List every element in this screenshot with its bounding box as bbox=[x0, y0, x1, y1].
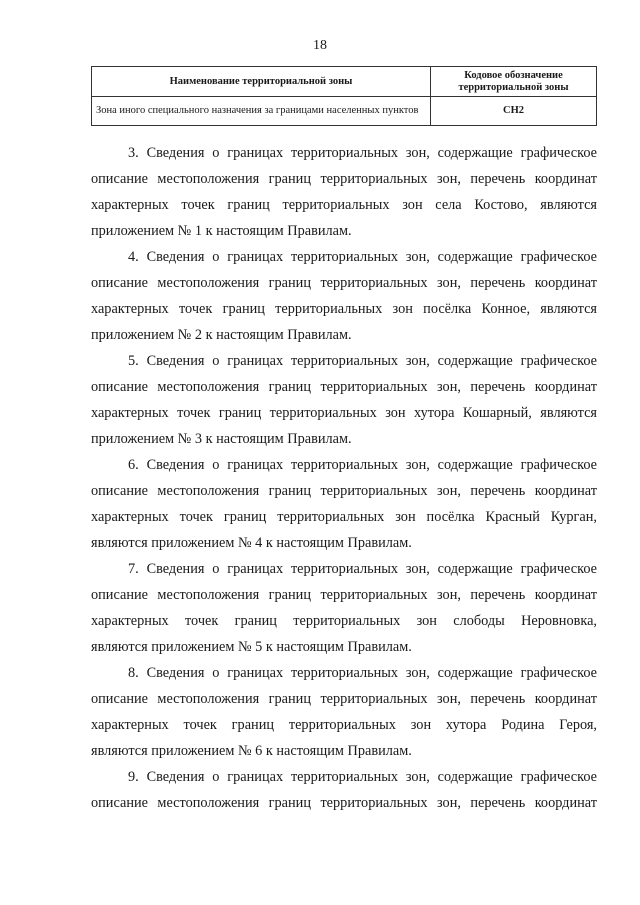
paragraph-line: являются приложением № 5 к настоящим Правилам. bbox=[91, 639, 412, 655]
paragraph-line: являются приложением № 4 к настоящим Правилам. bbox=[91, 535, 412, 551]
paragraph-line: 8. Сведения о границах территориальных зон, содержащие графическое bbox=[128, 665, 597, 681]
page-number: 18 bbox=[313, 38, 327, 53]
paragraph-line: описание местоположения границ территориальных зон, перечень координат bbox=[91, 587, 597, 603]
paragraph-line: описание местоположения границ территориальных зон, перечень координат bbox=[91, 691, 597, 707]
paragraph-line: приложением № 3 к настоящим Правилам. bbox=[91, 431, 352, 447]
paragraph-line: описание местоположения границ территориальных зон, перечень координат bbox=[91, 795, 597, 811]
paragraph-line: описание местоположения границ территориальных зон, перечень координат bbox=[91, 483, 597, 499]
paragraph-line: характерных точек границ территориальных зон посёлка Конное, являются bbox=[91, 301, 597, 317]
paragraph-line: описание местоположения границ территориальных зон, перечень координат bbox=[91, 275, 597, 291]
paragraph-line: характерных точек границ территориальных зон хутора Кошарный, являются bbox=[91, 405, 597, 421]
paragraph-line: характерных точек границ территориальных зон посёлка Красный Курган, bbox=[91, 509, 597, 525]
paragraph-5 bbox=[91, 348, 597, 452]
paragraph-line: 6. Сведения о границах территориальных зон, содержащие графическое bbox=[128, 457, 597, 473]
paragraph-line: характерных точек границ территориальных зон села Костово, являются bbox=[91, 197, 597, 213]
paragraph-line: 9. Сведения о границах территориальных зон, содержащие графическое bbox=[128, 769, 597, 785]
table-header-row bbox=[92, 67, 597, 97]
paragraph-4 bbox=[91, 244, 597, 348]
paragraph-line: 4. Сведения о границах территориальных зон, содержащие графическое bbox=[128, 249, 597, 265]
paragraph-3 bbox=[91, 140, 597, 244]
paragraph-7 bbox=[91, 556, 597, 660]
zone-code-cell: СН2 bbox=[431, 97, 597, 126]
paragraph-line: характерных точек границ территориальных зон слободы Неровновка, bbox=[91, 613, 597, 629]
paragraph-line: являются приложением № 6 к настоящим Правилам. bbox=[91, 743, 412, 759]
document-body bbox=[91, 140, 597, 816]
table-row bbox=[92, 97, 597, 126]
territorial-zone-table bbox=[91, 66, 597, 126]
paragraph-line: 5. Сведения о границах территориальных зон, содержащие графическое bbox=[128, 353, 597, 369]
paragraph-line: 7. Сведения о границах территориальных зон, содержащие графическое bbox=[128, 561, 597, 577]
paragraph-line: приложением № 1 к настоящим Правилам. bbox=[91, 223, 352, 239]
paragraph-line: 3. Сведения о границах территориальных зон, содержащие графическое bbox=[128, 145, 597, 161]
paragraph-9 bbox=[91, 764, 597, 816]
zone-name-cell: Зона иного специального назначения за границами населенных пунктов bbox=[92, 97, 431, 126]
paragraph-line: описание местоположения границ территориальных зон, перечень координат bbox=[91, 171, 597, 187]
paragraph-line: характерных точек границ территориальных зон хутора Родина Героя, bbox=[91, 717, 597, 733]
paragraph-line: описание местоположения границ территориальных зон, перечень координат bbox=[91, 379, 597, 395]
header-zone-name: Наименование территориальной зоны bbox=[92, 67, 431, 97]
paragraph-8 bbox=[91, 660, 597, 764]
paragraph-6 bbox=[91, 452, 597, 556]
paragraph-line: приложением № 2 к настоящим Правилам. bbox=[91, 327, 352, 343]
header-zone-code: Кодовое обозначение территориальной зоны bbox=[431, 67, 597, 97]
